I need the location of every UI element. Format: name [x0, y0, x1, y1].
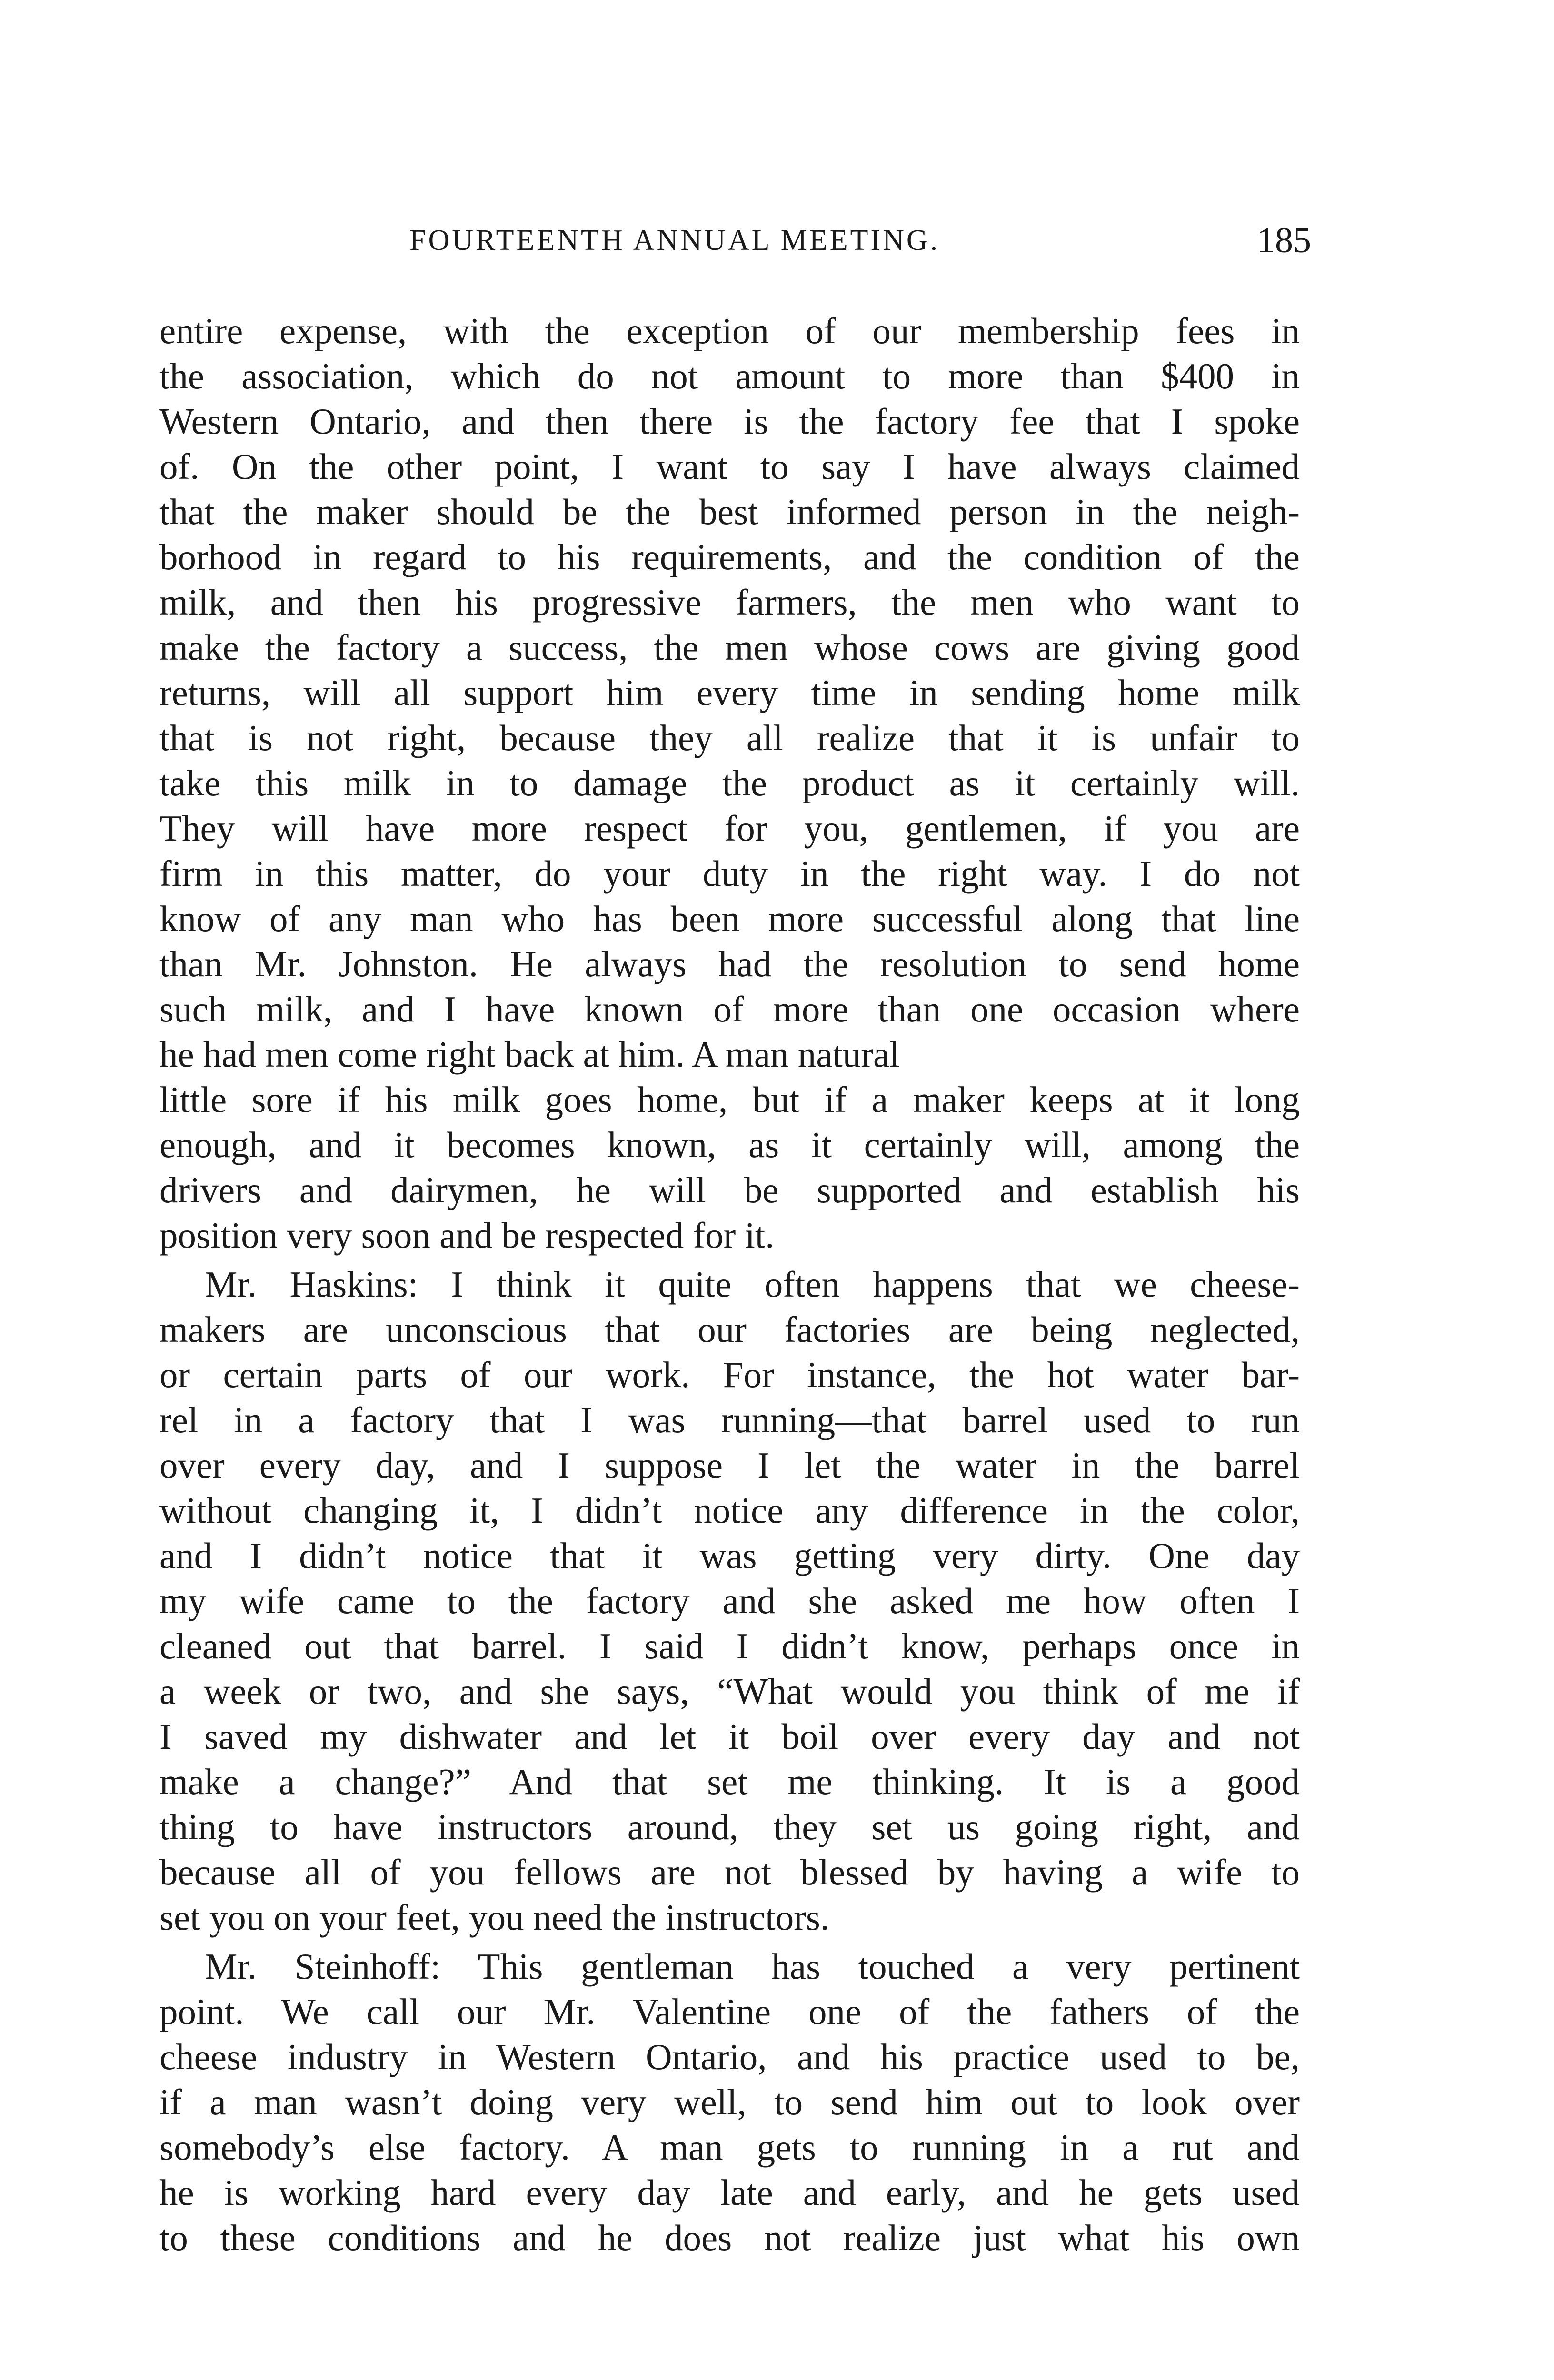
text-line: without changing it, I didn’t notice any difference in the color,: [159, 1490, 1300, 1531]
body-text: [159, 308, 1300, 2261]
text-line: Western Ontario, and then there is the factory fee that I spoke: [159, 401, 1300, 442]
text-line: the association, which do not amount to more than $400 in: [159, 356, 1300, 397]
paragraph-gap: [159, 1258, 1300, 1262]
text-line: I saved my dishwater and let it boil over every day and not: [159, 1716, 1300, 1757]
text-line: my wife came to the factory and she asked me how often I: [159, 1580, 1300, 1621]
text-line: because all of you fellows are not blessed by having a wife to: [159, 1852, 1300, 1893]
text-line: that the maker should be the best informed person in the neigh-: [159, 491, 1300, 532]
text-line: point. We call our Mr. Valentine one of the fathers of the: [159, 1991, 1300, 2032]
text-line: such milk, and I have known of more than one occasion where: [159, 989, 1300, 1030]
text-line: over every day, and I suppose I let the water in the barrel: [159, 1445, 1300, 1486]
text-line: Mr. Haskins: I think it quite often happens that we cheese-: [205, 1264, 1300, 1305]
text-line: cheese industry in Western Ontario, and his practice used to be,: [159, 2036, 1300, 2077]
text-line: rel in a factory that I was running—that barrel used to run: [159, 1399, 1300, 1440]
running-head: FOURTEENTH ANNUAL MEETING.: [409, 224, 940, 257]
paragraph-gap: [159, 1940, 1300, 1944]
text-line: entire expense, with the exception of our membership fees in: [159, 310, 1300, 351]
paragraph: [159, 308, 1300, 1258]
text-line: take this milk in to damage the product as it certainly will.: [159, 763, 1300, 803]
text-line: Mr. Steinhoff: This gentleman has touched a very pertinent: [205, 1946, 1300, 1987]
paragraph: [159, 1944, 1300, 2261]
text-line: than Mr. Johnston. He always had the resolution to send home: [159, 943, 1300, 984]
text-line: know of any man who has been more successful along that line: [159, 898, 1300, 939]
text-line: or certain parts of our work. For instance, the hot water bar-: [159, 1354, 1300, 1395]
text-line: to these conditions and he does not realize just what his own: [159, 2217, 1300, 2258]
text-line: set you on your feet, you need the instructors.: [159, 1897, 830, 1938]
text-line: borhood in regard to his requirements, and the condition of the: [159, 536, 1300, 577]
text-line: position very soon and be respected for it.: [159, 1215, 775, 1256]
text-line: enough, and it becomes known, as it certainly will, among the: [159, 1124, 1300, 1165]
text-line: cleaned out that barrel. I said I didn’t know, perhaps once in: [159, 1626, 1300, 1666]
page-number: 185: [1257, 220, 1311, 260]
text-line: thing to have instructors around, they set us going right, and: [159, 1806, 1300, 1847]
text-line: milk, and then his progressive farmers, the men who want to: [159, 582, 1300, 623]
text-line: a week or two, and she says, “What would you think of me if: [159, 1671, 1300, 1712]
paragraph: [159, 1262, 1300, 1940]
text-line: of. On the other point, I want to say I have always claimed: [159, 446, 1300, 487]
text-line: returns, will all support him every time in sending home milk: [159, 672, 1300, 713]
text-line: make the factory a success, the men whose cows are giving good: [159, 627, 1300, 668]
text-line: They will have more respect for you, gentlemen, if you are: [159, 808, 1300, 849]
text-line: drivers and dairymen, he will be supported and establish his: [159, 1170, 1300, 1210]
text-line: make a change?” And that set me thinking. It is a good: [159, 1761, 1300, 1802]
text-line: that is not right, because they all realize that it is unfair to: [159, 717, 1300, 758]
text-line: he is working hard every day late and early, and he gets used: [159, 2172, 1300, 2213]
text-line: he had men come right back at him. A man natural: [159, 1034, 900, 1075]
text-line: and I didn’t notice that it was getting very dirty. One day: [159, 1535, 1300, 1576]
text-line: little sore if his milk goes home, but if a maker keeps at it long: [159, 1079, 1300, 1120]
text-line: somebody’s else factory. A man gets to running in a rut and: [159, 2127, 1300, 2168]
text-line: if a man wasn’t doing very well, to send him out to look over: [159, 2082, 1300, 2122]
text-line: makers are unconscious that our factories are being neglected,: [159, 1309, 1300, 1350]
text-line: firm in this matter, do your duty in the right way. I do not: [159, 853, 1300, 894]
